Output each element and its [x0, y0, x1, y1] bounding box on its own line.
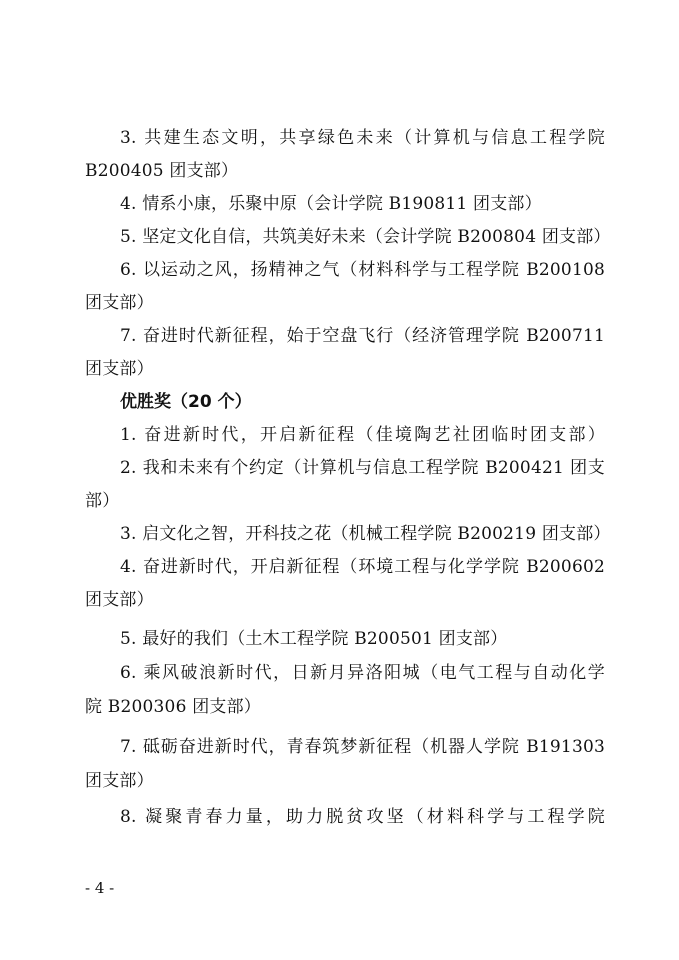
- list-item-line: 团支部）: [85, 590, 154, 610]
- section-heading: 优胜奖（20 个）: [120, 392, 252, 412]
- list-item-line: 8. 凝聚青春力量，助力脱贫攻坚（材料科学与工程学院: [120, 807, 605, 827]
- page-number: - 4 -: [85, 879, 115, 897]
- list-item-line: 6. 以运动之风，扬精神之气（材料科学与工程学院 B200108: [120, 260, 605, 280]
- list-item-line: 4. 奋进新时代，开启新征程（环境工程与化学学院 B200602: [120, 557, 605, 577]
- list-item-line: 7. 奋进时代新征程，始于空盘飞行（经济管理学院 B200711: [120, 326, 605, 346]
- list-item-line: 团支部）: [85, 359, 154, 379]
- list-item-line: 院 B200306 团支部）: [85, 697, 261, 717]
- list-item-line: 6. 乘风破浪新时代，日新月异洛阳城（电气工程与自动化学: [120, 663, 605, 683]
- list-item-line: 1. 奋进新时代，开启新征程（佳境陶艺社团临时团支部）: [120, 425, 605, 445]
- list-item-line: 4. 情系小康，乐聚中原（会计学院 B190811 团支部）: [120, 194, 542, 214]
- list-item-line: 部）: [85, 491, 120, 511]
- list-item-line: 3. 启文化之智，开科技之花（机械工程学院 B200219 团支部）: [120, 524, 611, 544]
- list-item-line: 7. 砥砺奋进新时代，青春筑梦新征程（机器人学院 B191303: [120, 737, 605, 757]
- list-item-line: 2. 我和未来有个约定（计算机与信息工程学院 B200421 团支: [120, 458, 605, 478]
- list-item-line: 3. 共建生态文明，共享绿色未来（计算机与信息工程学院: [120, 128, 605, 148]
- list-item-line: 团支部）: [85, 293, 154, 313]
- list-item-line: 5. 坚定文化自信，共筑美好未来（会计学院 B200804 团支部）: [120, 227, 611, 247]
- list-item-line: 团支部）: [85, 771, 154, 791]
- list-item-line: B200405 团支部）: [85, 161, 239, 181]
- list-item-line: 5. 最好的我们（土木工程学院 B200501 团支部）: [120, 629, 508, 649]
